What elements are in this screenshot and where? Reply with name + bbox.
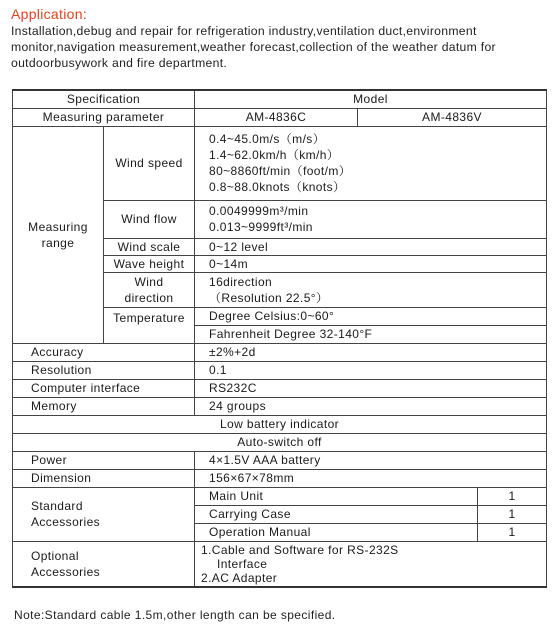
temperature-label: Temperature (104, 307, 195, 343)
wind-speed-value: 0.4~45.0m/s（m/s） (209, 132, 326, 146)
table-row (13, 487, 547, 505)
wind-direction-value (195, 272, 547, 307)
dimension-value: 156×67×78mm (195, 469, 547, 487)
measuring-range-label-line2: range (41, 235, 75, 250)
power-label: Power (13, 451, 195, 469)
accessory-qty: 1 (478, 505, 547, 523)
accessory-name: Main Unit (195, 487, 478, 505)
dimension-label: Dimension (13, 469, 195, 487)
wind-flow-values (195, 200, 547, 238)
application-description: Installation,debug and repair for refrigeration industry,ventilation duct,environment monitor,navigation measurement,weather forecast,collection of the weather datum for outdoorbusywork and fire department. (11, 24, 496, 70)
wind-direction-label-line2: direction (124, 290, 174, 305)
table-header-row (13, 90, 547, 108)
standard-accessories-label-line2: Accessories (31, 515, 101, 529)
table-row (13, 343, 547, 361)
computer-interface-label: Computer interface (13, 379, 195, 397)
model-header: Model (195, 90, 547, 108)
wind-direction-label-line1: Wind (134, 274, 164, 289)
wind-direction-label (104, 272, 195, 307)
accuracy-value: ±2%+2d (195, 343, 547, 361)
optional-accessory-line1: 1.Cable and Software for RS-232S (201, 542, 399, 557)
application-title: Application: (11, 6, 87, 22)
accessory-name: Operation Manual (195, 523, 478, 541)
table-row (13, 126, 547, 200)
temperature-celsius-value: Degree Celsius:0~60° (195, 307, 547, 325)
memory-value: 24 groups (195, 397, 547, 415)
power-value: 4×1.5V AAA battery (195, 451, 547, 469)
table-row (13, 541, 547, 587)
table-row (13, 415, 547, 433)
table-row (13, 108, 547, 126)
wind-direction-value-line2: （Resolution 22.5°） (209, 290, 329, 305)
wind-speed-value: 1.4~62.0km/h（km/h） (209, 148, 340, 162)
wind-speed-label: Wind speed (104, 126, 195, 200)
wind-speed-values (195, 126, 547, 200)
computer-interface-value: RS232C (195, 379, 547, 397)
measuring-parameter-label: Measuring parameter (13, 108, 195, 126)
wave-height-label: Wave height (104, 255, 195, 272)
wind-speed-value: 80~8860ft/min（foot/m） (209, 164, 352, 178)
optional-accessories-value (195, 541, 547, 587)
wind-flow-value: 0.013~9999ft³/min (209, 220, 313, 234)
wind-speed-value: 0.8~88.0knots（knots） (209, 180, 346, 194)
auto-switch-off: Auto-switch off (13, 433, 547, 451)
optional-accessory-line2: Interface (217, 556, 268, 571)
standard-accessories-label-line1: Standard (31, 499, 83, 513)
low-battery-indicator: Low battery indicator (13, 415, 547, 433)
standard-accessories-label (13, 487, 195, 541)
accessory-qty: 1 (478, 487, 547, 505)
wind-direction-value-line1: 16direction (209, 274, 273, 289)
wind-scale-value: 0~12 level (195, 238, 547, 255)
specification-table (12, 89, 547, 588)
wind-flow-label: Wind flow (104, 200, 195, 238)
optional-accessories-label-line2: Accessories (31, 564, 101, 579)
table-row (13, 397, 547, 415)
table-row (13, 361, 547, 379)
accessory-qty: 1 (478, 523, 547, 541)
temperature-fahrenheit-value: Fahrenheit Degree 32-140°F (195, 325, 547, 343)
accessory-name: Carrying Case (195, 505, 478, 523)
wind-flow-value: 0.0049999m³/min (209, 204, 309, 218)
measuring-range-label-line1: Measuring (28, 219, 88, 234)
table-row (13, 451, 547, 469)
specification-header: Specification (13, 90, 195, 108)
optional-accessory-line3: 2.AC Adapter (201, 570, 278, 585)
model-am-4836c: AM-4836C (195, 108, 358, 126)
resolution-value: 0.1 (195, 361, 547, 379)
memory-label: Memory (13, 397, 195, 415)
footnote: Note:Standard cable 1.5m,other length can be specified. (14, 608, 336, 622)
accuracy-label: Accuracy (13, 343, 195, 361)
wave-height-value: 0~14m (195, 255, 547, 272)
measuring-range-label (13, 126, 104, 343)
table-row (13, 433, 547, 451)
optional-accessories-label (13, 541, 195, 587)
model-am-4836v: AM-4836V (358, 108, 547, 126)
wind-scale-label: Wind scale (104, 238, 195, 255)
table-row (13, 379, 547, 397)
optional-accessories-label-line1: Optional (31, 548, 79, 563)
resolution-label: Resolution (13, 361, 195, 379)
table-row (13, 469, 547, 487)
